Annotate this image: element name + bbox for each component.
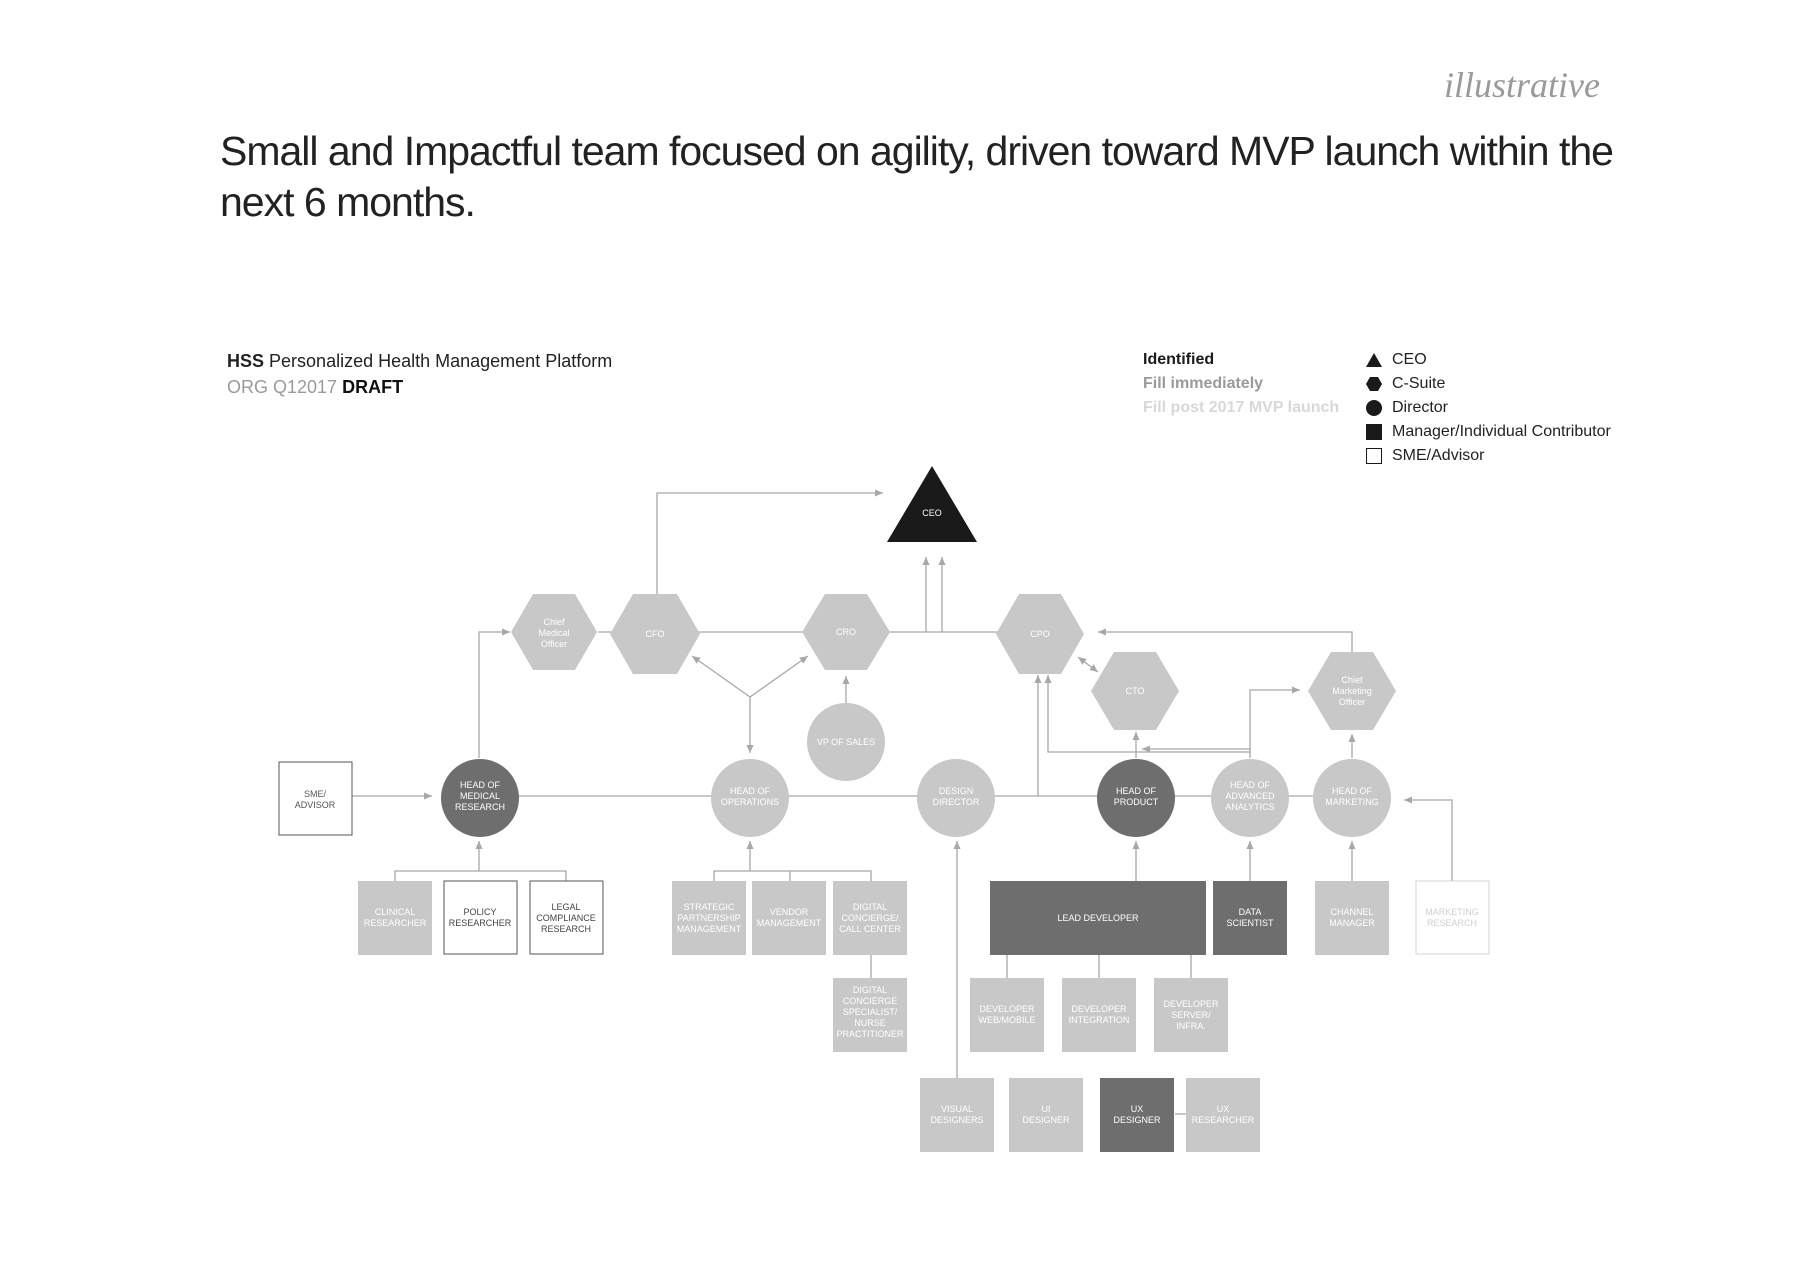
cto-node xyxy=(1091,652,1179,730)
svg-text:UXRESEARCHER: UX RESEARCHER xyxy=(1191,1104,1255,1125)
cpo-node xyxy=(996,594,1084,674)
svg-text:DESIGNDIRECTOR: DESIGN DIRECTOR xyxy=(932,786,980,807)
legend-ceo-label: CEO xyxy=(1392,351,1427,368)
strategic-partnership-management-node xyxy=(672,881,746,955)
svg-text:DIGITALCONCIERGE/CALL CENTER: DIGITAL CONCIERGE/ CALL CENTER xyxy=(839,902,901,934)
headline: Small and Impactful team focused on agility, driven toward MVP launch within the next 6 months. xyxy=(220,128,1613,225)
status-fill-post: Fill post 2017 MVP launch xyxy=(1143,399,1340,416)
head-of-operations-node xyxy=(711,759,789,837)
svg-text:DIGITALCONCIERGESPECIALIST/NUR: DIGITAL CONCIERGE SPECIALIST/ NURSE PRACTITIONER xyxy=(836,985,904,1039)
svg-text:DATASCIENTIST: DATA SCIENTIST xyxy=(1226,907,1274,928)
clinical-researcher-node xyxy=(358,881,432,955)
svg-text:DEVELOPERSERVER/INFRA.: DEVELOPER SERVER/ INFRA. xyxy=(1163,999,1219,1031)
legend-csuite-label: C-Suite xyxy=(1392,375,1446,392)
legal-compliance-research-node xyxy=(530,881,603,954)
svg-text:ChiefMedicalOfficer: Chief Medical Officer xyxy=(538,617,570,649)
head-of-product-node xyxy=(1097,759,1175,837)
legend-sme-label: SME/Advisor xyxy=(1392,447,1485,464)
svg-text:CHANNELMANAGER: CHANNEL MANAGER xyxy=(1329,907,1375,928)
svg-text:VP OF SALES: VP OF SALES xyxy=(816,737,876,747)
svg-text:DEVELOPERINTEGRATION: DEVELOPER INTEGRATION xyxy=(1068,1004,1130,1025)
chief-marketing-officer-node xyxy=(1308,652,1396,730)
head-of-medical-research-node xyxy=(441,759,519,837)
draft-label: DRAFT xyxy=(342,377,404,397)
head-of-marketing-node xyxy=(1313,759,1391,837)
legend-manager-label: Manager/Individual Contributor xyxy=(1392,423,1611,440)
svg-text:DEVELOPERWEB/MOBILE: DEVELOPER WEB/MOBILE xyxy=(978,1004,1036,1025)
ceo-node xyxy=(887,466,977,542)
legend-director-label: Director xyxy=(1392,399,1449,416)
svg-text:UIDESIGNER: UI DESIGNER xyxy=(1022,1104,1070,1125)
svg-text:STRATEGICPARTNERSHIPMANAGEMENT: STRATEGIC PARTNERSHIP MANAGEMENT xyxy=(676,902,742,934)
status-identified: Identified xyxy=(1143,351,1215,368)
digital-concierge-call-center-node xyxy=(833,881,907,955)
visual-designers-node xyxy=(920,1078,994,1152)
svg-text:UXDESIGNER: UX DESIGNER xyxy=(1113,1104,1161,1125)
brand-name: HSS xyxy=(227,351,265,371)
svg-text:CRO: CRO xyxy=(836,627,856,637)
svg-text:HEAD OFMEDICALRESEARCH: HEAD OF MEDICAL RESEARCH xyxy=(454,780,506,812)
developer-web-mobile-node xyxy=(970,978,1044,1052)
svg-text:LEAD DEVELOPER: LEAD DEVELOPER xyxy=(1057,913,1139,923)
ux-designer-node xyxy=(1100,1078,1174,1152)
design-director-node xyxy=(917,759,995,837)
svg-text:SME/ADVISOR: SME/ ADVISOR xyxy=(294,789,336,810)
head-of-advanced-analytics-node xyxy=(1211,759,1289,837)
digital-concierge-specialist-node xyxy=(833,978,907,1052)
chief-medical-officer-node xyxy=(511,594,597,670)
vendor-management-node xyxy=(752,881,826,955)
vp-of-sales-node xyxy=(807,703,885,781)
channel-manager-node xyxy=(1315,881,1389,955)
marketing-research-node xyxy=(1416,881,1489,954)
svg-text:CPO: CPO xyxy=(1030,629,1050,639)
svg-text:LEGALCOMPLIANCERESEARCH: LEGAL COMPLIANCE RESEARCH xyxy=(536,902,596,934)
data-scientist-node xyxy=(1213,881,1287,955)
cfo-node xyxy=(610,594,700,674)
org-version: ORG Q12017 xyxy=(227,377,338,397)
svg-text:VENDORMANAGEMENT: VENDOR MANAGEMENT xyxy=(756,907,822,928)
cro-node xyxy=(802,594,890,670)
svg-text:ChiefMarketingOfficer: Chief Marketing Officer xyxy=(1332,675,1372,707)
svg-text:VISUALDESIGNERS: VISUAL DESIGNERS xyxy=(930,1104,984,1125)
policy-researcher-node xyxy=(444,881,517,954)
ui-designer-node xyxy=(1009,1078,1083,1152)
status-fill-immediately: Fill immediately xyxy=(1143,375,1264,392)
developer-server-infra-node xyxy=(1154,978,1228,1052)
developer-integration-node xyxy=(1062,978,1136,1052)
platform-name: Personalized Health Management Platform xyxy=(269,351,613,371)
ux-researcher-node xyxy=(1186,1078,1260,1152)
svg-text:MARKETINGRESEARCH: MARKETING RESEARCH xyxy=(1425,907,1479,928)
svg-text:HEAD OFMARKETING: HEAD OF MARKETING xyxy=(1325,786,1379,807)
lead-developer-node xyxy=(990,881,1206,955)
svg-text:CTO: CTO xyxy=(1125,686,1145,696)
svg-text:HEAD OFADVANCEDANALYTICS: HEAD OF ADVANCED ANALYTICS xyxy=(1225,780,1275,812)
illustrative-tag: illustrative xyxy=(1444,65,1600,105)
svg-text:CLINICALRESEARCHER: CLINICAL RESEARCHER xyxy=(363,907,427,928)
svg-text:HEAD OFPRODUCT: HEAD OF PRODUCT xyxy=(1113,786,1159,807)
node-label-ceo: CEO xyxy=(922,508,942,518)
svg-text:POLICYRESEARCHER: POLICY RESEARCHER xyxy=(448,907,512,928)
sme-advisor-node xyxy=(279,762,352,835)
svg-text:HEAD OFOPERATIONS: HEAD OF OPERATIONS xyxy=(720,786,780,807)
svg-text:CFO: CFO xyxy=(645,629,665,639)
